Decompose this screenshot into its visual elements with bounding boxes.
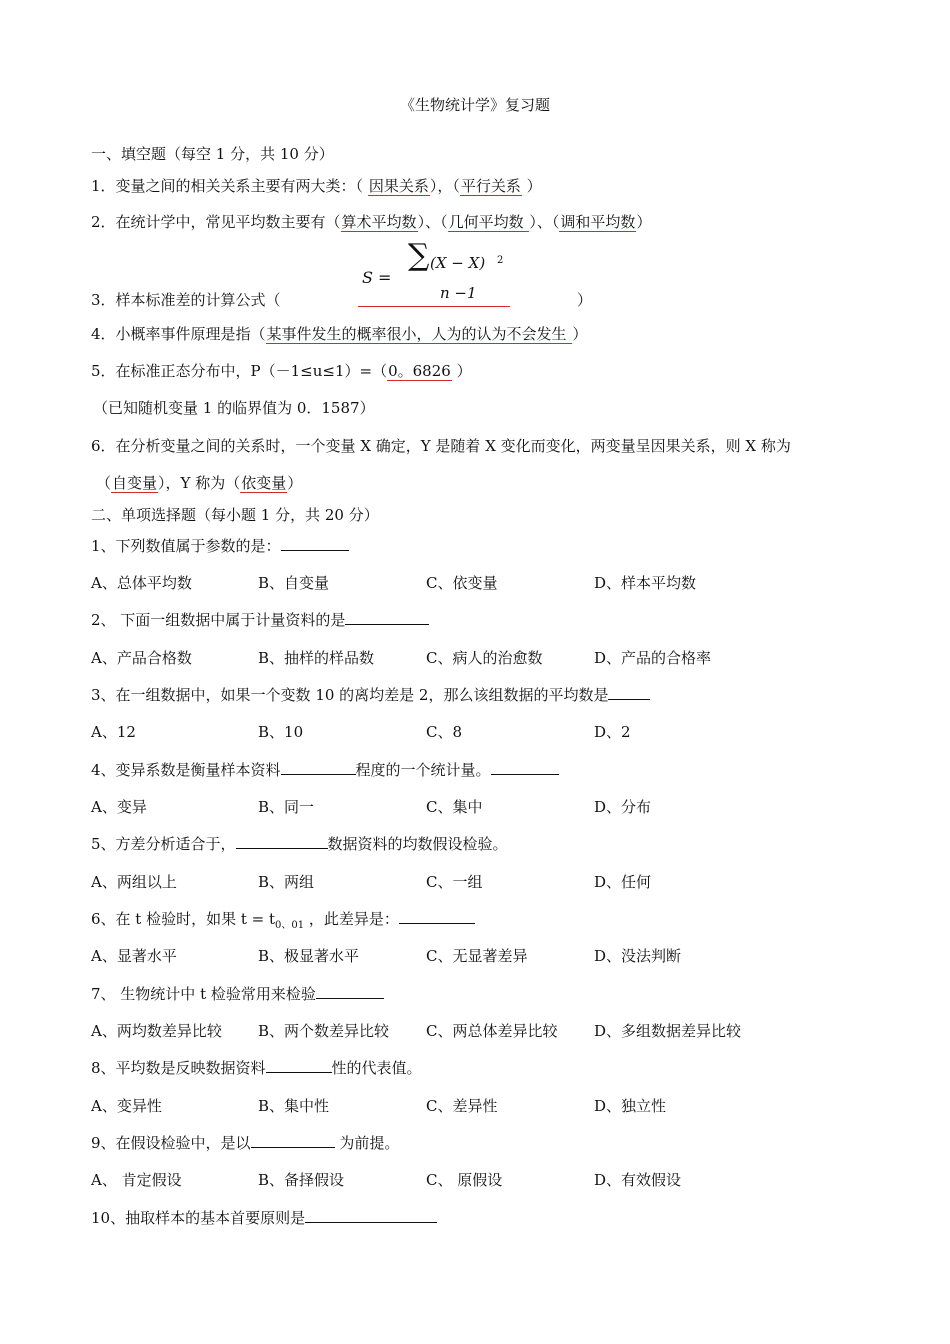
question-1-6-cont: （自变量），Y 称为（依变量） (96, 474, 303, 492)
answer: 0。6826 (388, 362, 451, 380)
option-c: C、一组 (426, 873, 483, 891)
answer-blank (251, 1133, 335, 1148)
option-d: D、多组数据差异比较 (594, 1022, 742, 1040)
mc-question-6: 6、在 t 检验时，如果 $t = t_{0、01}$ ，此差异是： (91, 909, 475, 936)
option-a: A、12 (91, 723, 136, 741)
option-c: C、两总体差异比较 (426, 1022, 558, 1040)
option-d: D、任何 (594, 873, 652, 891)
question-1-1: 1．变量之间的相关关系主要有两大类：（ 因果关系），（平行关系 ） (91, 177, 542, 195)
answer-blank (266, 1058, 332, 1073)
option-d: D、分布 (594, 798, 652, 816)
answer-blank (345, 610, 429, 625)
option-b: B、两组 (258, 873, 315, 891)
option-c: C、8 (426, 723, 463, 741)
question-1-2: 2．在统计学中，常见平均数主要有（算术平均数）、（几何平均数 ）、（调和平均数） (91, 213, 652, 231)
answer: 几何平均数 (448, 213, 529, 231)
answer: 因果关系 (368, 177, 429, 195)
question-1-3: 3．样本标准差的计算公式（ (91, 291, 281, 309)
option-a: A、 肯定假设 (91, 1171, 182, 1189)
option-b: B、自变量 (258, 574, 330, 592)
question-1-3-close: ） (577, 291, 593, 309)
answer: 调和平均数 (560, 213, 636, 231)
option-d: D、2 (594, 723, 631, 741)
answer-blank (608, 685, 650, 700)
section1-header: 一、填空题（每空 1 分，共 10 分） (91, 145, 334, 163)
option-a: A、总体平均数 (91, 574, 192, 592)
mc-question-9: 9、在假设检验中，是以 为前提。 (91, 1134, 400, 1152)
option-d: D、产品的合格率 (594, 649, 712, 667)
option-b: B、备择假设 (258, 1171, 345, 1189)
mc-question-1: 1、下列数值属于参数的是： (91, 536, 349, 556)
mc-question-7: 7、 生物统计中 t 检验常用来检验 (91, 984, 384, 1004)
option-a: A、两组以上 (91, 873, 177, 891)
section2-header: 二、单项选择题（每小题 1 分，共 20 分） (91, 506, 379, 524)
mc-question-3: 3、在一组数据中，如果一个变数 10 的离均差是 2，那么该组数据的平均数是 (91, 685, 650, 705)
option-a: A、两均数差异比较 (91, 1022, 222, 1040)
answer-blank (305, 1208, 437, 1223)
question-1-6: 6．在分析变量之间的关系时，一个变量 X 确定，Y 是随着 X 变化而变化，两变量呈因果关系，则 X 称为 (91, 437, 791, 455)
option-c: C、差异性 (426, 1097, 498, 1115)
answer-blank (281, 760, 356, 775)
option-d: D、有效假设 (594, 1171, 682, 1189)
option-c: C、无显著差异 (426, 947, 528, 965)
option-b: B、两个数差异比较 (258, 1022, 390, 1040)
mc-question-10: 10、抽取样本的基本首要原则是 (91, 1208, 437, 1228)
document-page: 《生物统计学》复习题 一、填空题（每空 1 分，共 10 分） 1．变量之间的相关关系主要有两大类：（ 因果关系），（平行关系 ） 2．在统计学中，常见平均数主要有（算术平均数）、（几何平均数 ）、（调和平均数） S = ∑ (X − X) 2 n −1 3．样本标准差的计算公式（ ） 4．小概率事件原理是指（某事件发生的概率很小，人为的认为不会发生 ） 5．在标准正态分布中，P（－1≤u≤1）=（0。6826 ） （已知随机变量 1 的临界值为 0．1587） 6．在分析变量之间的关系时，一个变量 X 确定，Y 是随着 X 变化而变化，两变量呈因果关系，则 X 称为 （自变量），Y 称为（依变量） 二、单项选择题（每小题 1 分，共 20 分） 1、下列数值属于参数的是： A、总体平均数 B、自变量 C、依变量 D、样本平均数 2、 下面一组数据中属于计量资料的是 A、产品合格数 B、抽样的样品数 C、病人的治愈数 D、产品的合格率 3、在一组数据中，如果一个变数 10 的离均差是 2，那么该组数据的平均数是 A、12 B、10 C、8 D、2 4、变异系数是衡量样本资料 程度的一个统计量。 A、变异 B、同一 C、集中 D、分布 5、方差分析适合于， 数据资料的均数假设检验。 A、两组以上 B、两组 C、一组 D、任何 6、在 t 检验时，如果 $t = t_{0、01}$ ，此差异是： A、显著水平 B、极显著水平 C、无显著差异 D、没法判断 7、 生物统计中 t 检验常用来检验 A、两均数差异比较 B、两个数差异比较 C、两总体差异比较 D、多组数据差异比较 8、平均数是反映数据资料 性的代表值。 A、变异性 B、集中性 C、差异性 D、独立性 9、在假设检验中，是以 为前提。 A、 肯定假设 B、备择假设 C、 原假设 D、有效假设 10、抽取样本的基本首要原则是 (0, 0, 950, 1344)
option-c: C、集中 (426, 798, 483, 816)
answer: 依变量 (241, 474, 287, 492)
option-b: B、集中性 (258, 1097, 330, 1115)
answer-blank (491, 760, 559, 775)
option-b: B、10 (258, 723, 304, 741)
option-d: D、样本平均数 (594, 574, 697, 592)
document-title: 《生物统计学》复习题 (399, 96, 550, 114)
option-c: C、 原假设 (426, 1171, 503, 1189)
answer: 算术平均数 (341, 213, 417, 231)
option-a: A、产品合格数 (91, 649, 192, 667)
mc-question-8: 8、平均数是反映数据资料 性的代表值。 (91, 1059, 422, 1077)
mc-question-5: 5、方差分析适合于， 数据资料的均数假设检验。 (91, 835, 508, 853)
question-1-5: 5．在标准正态分布中，P（－1≤u≤1）=（0。6826 ） (91, 362, 472, 380)
question-1-5-note: （已知随机变量 1 的临界值为 0．1587） (93, 399, 375, 417)
option-a: A、显著水平 (91, 947, 177, 965)
answer: 某事件发生的概率很小，人为的认为不会发生 (266, 325, 572, 343)
mc-question-2: 2、 下面一组数据中属于计量资料的是 (91, 610, 429, 630)
mc-question-4: 4、变异系数是衡量样本资料 程度的一个统计量。 (91, 760, 559, 780)
option-b: B、极显著水平 (258, 947, 360, 965)
option-a: A、变异性 (91, 1097, 162, 1115)
option-a: A、变异 (91, 798, 147, 816)
option-b: B、抽样的样品数 (258, 649, 375, 667)
option-c: C、病人的治愈数 (426, 649, 543, 667)
answer: 平行关系 (460, 177, 521, 195)
answer: 自变量 (112, 474, 158, 492)
answer-blank (399, 909, 475, 924)
formula-answer-underline (358, 290, 510, 307)
answer-blank (236, 834, 328, 849)
answer-blank (316, 984, 384, 999)
option-d: D、独立性 (594, 1097, 667, 1115)
question-1-4: 4．小概率事件原理是指（某事件发生的概率很小，人为的认为不会发生 ） (91, 325, 588, 343)
option-d: D、没法判断 (594, 947, 682, 965)
option-b: B、同一 (258, 798, 315, 816)
answer-blank (281, 536, 349, 551)
option-c: C、依变量 (426, 574, 498, 592)
